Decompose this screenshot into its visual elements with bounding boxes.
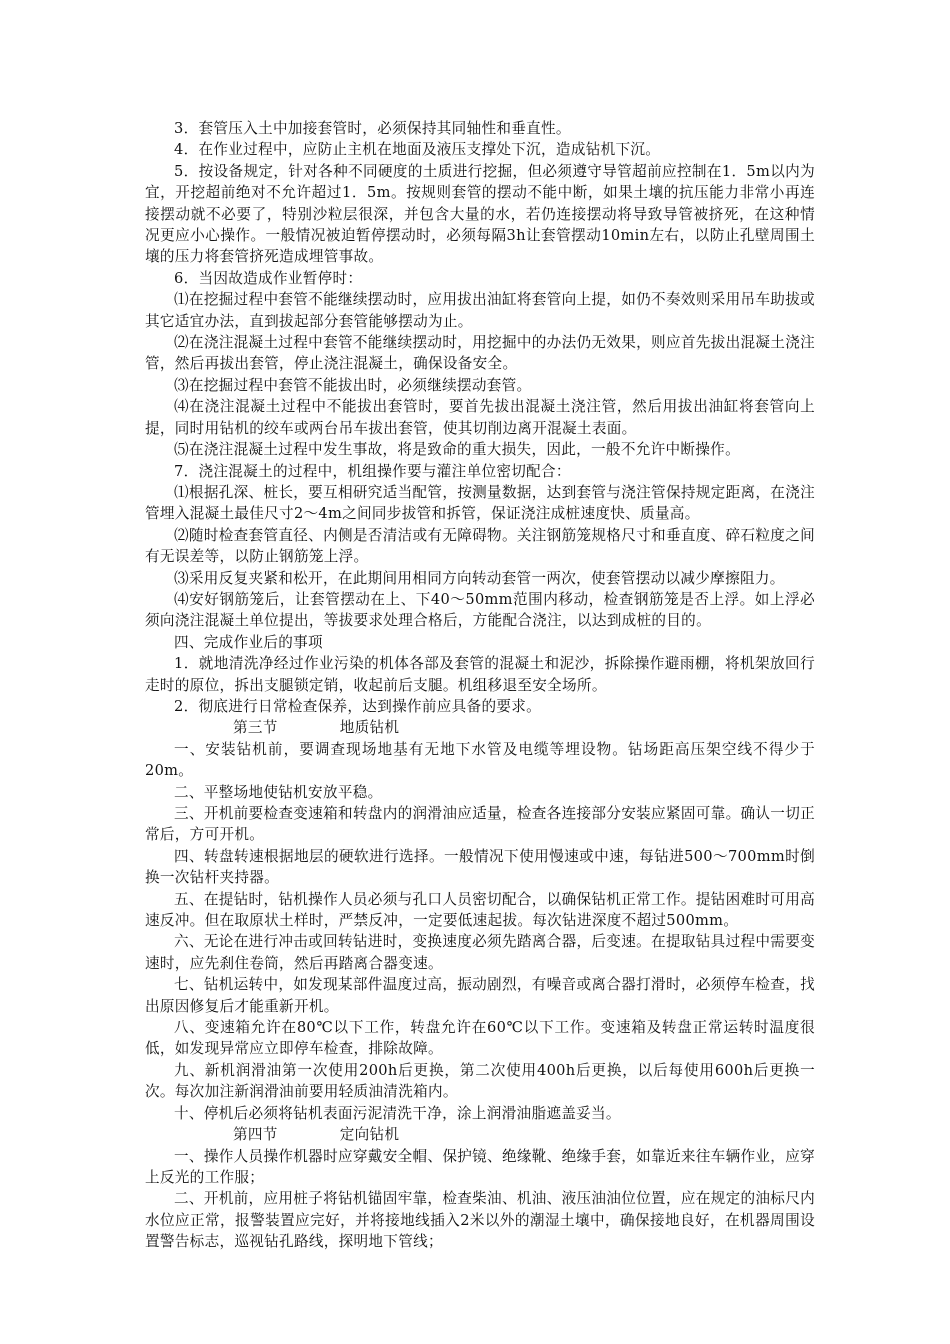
body-paragraph: ⑵在浇注混凝土过程中套管不能继续摆动时，用挖掘中的办法仍无效果，则应首先拔出混凝土浇注管，然后再拔出套管，停止浇注混凝土，确保设备安全。 [145, 334, 815, 373]
section-heading [145, 717, 815, 738]
body-paragraph: ⑴在挖掘过程中套管不能继续摆动时，应用拔出油缸将套管向上提，如仍不奏效则采用吊车助拔或其它适宜办法，直到拔起部分套管能够摆动为止。 [145, 291, 815, 330]
body-paragraph: 2．彻底进行日常检查保养，达到操作前应具备的要求。 [174, 697, 542, 715]
body-paragraph: 八、变速箱允许在80℃以下工作，转盘允许在60℃以下工作。变速箱及转盘正常运转时温度很低，如发现异常应立即停车检查，排除故障。 [145, 1019, 815, 1058]
body-paragraph: ⑵随时检查套管直径、内侧是否清洁或有无障碍物。关注钢筋笼规格尺寸和垂直度、碎石粒度之间有无误差等，以防止钢筋笼上浮。 [145, 526, 815, 566]
section-heading [145, 1124, 815, 1145]
section-title: 地质钻机 [339, 719, 400, 737]
body-paragraph: 二、平整场地使钻机安放平稳。 [174, 783, 383, 801]
body-paragraph: 5．按设备规定，针对各种不同硬度的土质进行挖掘，但必须遵守导管超前应控制在1．5m以内为宜，开挖超前绝对不允许超过1．5m。按规则套管的摆动不能中断，如果土壤的抗压能力非常小再连接摆动就不必要了，特别沙粒层很深，并包含大量的水，若仍连接摆动将导致导管被挤死，在这种情况更应小心操作。一般情况被迫暂停摆动时，必须每隔3h让套管摆动10min左右，以防止孔壁周围土壤的压力将套管挤死造成埋管事故。 [145, 162, 815, 266]
body-paragraph: 五、在提钻时，钻机操作人员必须与孔口人员密切配合，以确保钻机正常工作。提钻困难时可用高速反冲。但在取原状土样时，严禁反冲，一定要低速起拔。每次钻进深度不超过500mm。 [145, 890, 815, 930]
section-title: 定向钻机 [339, 1126, 400, 1144]
body-paragraph: ⑶在挖掘过程中套管不能拔出时，必须继续摆动套管。 [174, 376, 532, 394]
body-paragraph: 四、完成作业后的事项 [174, 633, 323, 651]
body-paragraph: 7．浇注混凝土的过程中，机组操作要与灌注单位密切配合： [174, 462, 571, 480]
body-paragraph: 4．在作业过程中，应防止主机在地面及液压支撑处下沉，造成钻机下沉。 [174, 141, 661, 159]
body-paragraph: 一、操作人员操作机器时应穿戴安全帽、保护镜、绝缘靴、绝缘手套，如靠近来往车辆作业，应穿上反光的工作服； [145, 1147, 815, 1186]
body-paragraph: 七、钻机运转中，如发现某部件温度过高，振动剧烈，有噪音或离合器打滑时，必须停车检查，找出原因修复后才能重新开机。 [145, 976, 815, 1015]
body-paragraph: 二、开机前，应用桩子将钻机锚固牢靠，检查柴油、机油、液压油油位位置，应在规定的油标尺内水位应正常，报警装置应完好，并将接地线插入2米以外的潮湿土壤中，确保接地良好，在机器周围设置警告标志，巡视钻孔路线，探明地下管线； [145, 1190, 815, 1251]
body-paragraph: ⑷安好钢筋笼后，让套管摆动在上、下40～50mm范围内移动，检查钢筋笼是否上浮。如上浮必须向浇注混凝土单位提出，等拔要求处理合格后，方能配合浇注，以达到成桩的目的。 [145, 590, 815, 630]
document-body [145, 118, 815, 1253]
body-paragraph: 6．当因故造成作业暂停时： [174, 269, 363, 287]
body-paragraph: ⑶采用反复夹紧和松开，在此期间用相同方向转动套管一两次，使套管摆动以减少摩擦阻力。 [174, 569, 785, 587]
section-number: 第三节 [233, 719, 278, 737]
body-paragraph: 3．套管压入土中加接套管时，必须保持其同轴性和垂直性。 [174, 120, 571, 137]
body-paragraph: 一、安装钻机前，要调查现场地基有无地下水管及电缆等埋设物。钻场距高压架空线不得少于20m。 [145, 740, 815, 780]
body-paragraph: 四、转盘转速根据地层的硬软进行选择。一般情况下使用慢速或中速，每钻进500～700mm时倒换一次钻杆夹持器。 [145, 847, 815, 887]
body-paragraph: ⑷在浇注混凝土过程中不能拔出套管时，要首先拔出混凝土浇注管，然后用拔出油缸将套管向上提，同时用钻机的绞车或两台吊车拔出套管，使其切削边离开混凝土表面。 [145, 398, 815, 437]
body-paragraph: 1．就地清洗净经过作业污染的机体各部及套管的混凝土和泥沙，拆除操作避雨棚，将机架放回行走时的原位，拆出支腿锁定销，收起前后支腿。机组移退至安全场所。 [145, 655, 815, 694]
section-number: 第四节 [233, 1126, 278, 1144]
body-paragraph: ⑸在浇注混凝土过程中发生事故，将是致命的重大损失，因此，一般不允许中断操作。 [174, 441, 740, 459]
body-paragraph: 六、无论在进行冲击或回转钻进时，变换速度必须先踏离合器，后变速。在提取钻具过程中需要变速时，应先刹住卷筒，然后再踏离合器变速。 [145, 933, 815, 972]
body-paragraph: 十、停机后必须将钻机表面污泥清洗干净，涂上润滑油脂遮盖妥当。 [174, 1104, 621, 1122]
body-paragraph: 九、新机润滑油第一次使用200h后更换，第二次使用400h后更换，以后每使用600h后更换一次。每次加注新润滑油前要用轻质油清洗箱内。 [145, 1061, 815, 1101]
body-paragraph: 三、开机前要检查变速箱和转盘内的润滑油应适量，检查各连接部分安装应紧固可靠。确认一切正常后，方可开机。 [145, 805, 815, 844]
body-paragraph: ⑴根据孔深、桩长，要互相研究适当配管，按测量数据，达到套管与浇注管保持规定距离，在浇注管埋入混凝土最佳尺寸2～4m之间同步拔管和拆管，保证浇注成桩速度快、质量高。 [145, 483, 815, 523]
